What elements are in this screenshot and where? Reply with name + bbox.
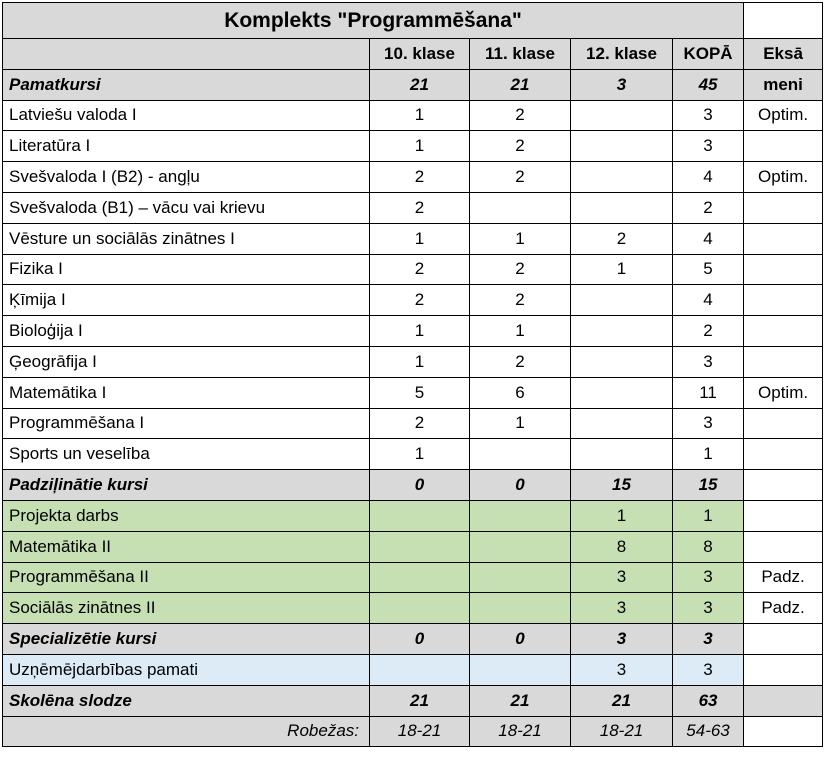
hours-total: 3 (673, 654, 744, 685)
exam-type: Padz. (744, 562, 823, 593)
hours-12 (571, 131, 673, 162)
header-empty-cell (3, 39, 370, 70)
table-title: Komplekts "Programmēšana" (3, 3, 744, 39)
table-row (3, 562, 823, 593)
hours-total: 4 (673, 285, 744, 316)
exam-type (744, 131, 823, 162)
hours-total: 8 (673, 531, 744, 562)
exam-empty-cell (744, 654, 823, 685)
hours-10: 1 (370, 316, 470, 347)
range-total: 54-63 (673, 716, 744, 747)
course-name: Literatūra I (3, 131, 370, 162)
course-name: Programmēšana I (3, 408, 370, 439)
section-c11: 21 (470, 69, 571, 100)
hours-total: 4 (673, 162, 744, 193)
hours-total: 2 (673, 192, 744, 223)
hours-total: 3 (673, 131, 744, 162)
table-row (3, 131, 823, 162)
exam-type (744, 346, 823, 377)
hours-11: 6 (470, 377, 571, 408)
hours-10: 2 (370, 192, 470, 223)
course-name: Programmēšana II (3, 562, 370, 593)
col-header-10: 10. klase (370, 39, 470, 70)
hours-11: 2 (470, 131, 571, 162)
table-row (3, 500, 823, 531)
exam-type (744, 439, 823, 470)
course-name: Ķīmija I (3, 285, 370, 316)
hours-10: 1 (370, 131, 470, 162)
section-c10: 0 (370, 470, 470, 501)
hours-10: 2 (370, 162, 470, 193)
hours-10: 2 (370, 285, 470, 316)
section-label: Specializētie kursi (3, 624, 370, 655)
hours-total: 3 (673, 346, 744, 377)
section-c11: 0 (470, 470, 571, 501)
section-c11: 0 (470, 624, 571, 655)
hours-total: 11 (673, 377, 744, 408)
hours-10 (370, 654, 470, 685)
hours-10 (370, 562, 470, 593)
hours-10: 2 (370, 254, 470, 285)
hours-12 (571, 100, 673, 131)
exam-type (744, 192, 823, 223)
course-name: Matemātika II (3, 531, 370, 562)
range-c10: 18-21 (370, 716, 470, 747)
range-c11: 18-21 (470, 716, 571, 747)
course-name: Bioloģija I (3, 316, 370, 347)
table-row (3, 285, 823, 316)
hours-10: 1 (370, 439, 470, 470)
table-row (3, 408, 823, 439)
hours-total: 2 (673, 316, 744, 347)
exam-type (744, 316, 823, 347)
col-header-12: 12. klase (571, 39, 673, 70)
section-c10: 21 (370, 69, 470, 100)
section-total: 3 (673, 624, 744, 655)
hours-10 (370, 593, 470, 624)
exam-empty-cell (744, 470, 823, 501)
total-exam-cell (744, 685, 823, 716)
total-c12: 21 (571, 685, 673, 716)
hours-10: 1 (370, 100, 470, 131)
hours-12 (571, 439, 673, 470)
hours-12 (571, 377, 673, 408)
hours-total: 3 (673, 593, 744, 624)
hours-12 (571, 316, 673, 347)
course-name: Sociālās zinātnes II (3, 593, 370, 624)
hours-11 (470, 654, 571, 685)
table-row (3, 593, 823, 624)
total-row (3, 685, 823, 716)
total-sum: 63 (673, 685, 744, 716)
section-total: 45 (673, 69, 744, 100)
hours-12: 3 (571, 562, 673, 593)
section-c10: 0 (370, 624, 470, 655)
hours-11 (470, 439, 571, 470)
hours-11: 2 (470, 285, 571, 316)
table-row (3, 654, 823, 685)
table-row (3, 162, 823, 193)
exam-type (744, 531, 823, 562)
range-c12: 18-21 (571, 716, 673, 747)
exam-type: Optim. (744, 100, 823, 131)
hours-12: 1 (571, 500, 673, 531)
hours-11: 1 (470, 316, 571, 347)
total-label: Skolēna slodze (3, 685, 370, 716)
course-name: Latviešu valoda I (3, 100, 370, 131)
hours-total: 5 (673, 254, 744, 285)
section-c12: 3 (571, 69, 673, 100)
hours-12 (571, 408, 673, 439)
hours-total: 1 (673, 439, 744, 470)
hours-12 (571, 346, 673, 377)
section-row-specializetie (3, 624, 823, 655)
title-empty-cell (744, 3, 823, 39)
course-name: Fizika I (3, 254, 370, 285)
section-row-padzilinatie (3, 470, 823, 501)
hours-12: 3 (571, 654, 673, 685)
range-row (3, 716, 823, 747)
hours-10: 1 (370, 223, 470, 254)
exam-empty-cell (744, 624, 823, 655)
hours-11: 2 (470, 346, 571, 377)
hours-11: 2 (470, 162, 571, 193)
hours-11 (470, 593, 571, 624)
hours-11: 2 (470, 254, 571, 285)
hours-11 (470, 500, 571, 531)
table-row (3, 254, 823, 285)
hours-10 (370, 500, 470, 531)
table-row (3, 377, 823, 408)
header-row (3, 39, 823, 70)
hours-12: 1 (571, 254, 673, 285)
range-label: Robežas: (3, 716, 370, 747)
hours-11: 1 (470, 408, 571, 439)
course-name: Vēsture un sociālās zinātnes I (3, 223, 370, 254)
section-label: Padziļinātie kursi (3, 470, 370, 501)
hours-12 (571, 285, 673, 316)
hours-12 (571, 162, 673, 193)
col-header-exam: Eksā (744, 39, 823, 70)
total-c11: 21 (470, 685, 571, 716)
hours-10: 2 (370, 408, 470, 439)
exam-type (744, 223, 823, 254)
hours-total: 3 (673, 562, 744, 593)
hours-10 (370, 531, 470, 562)
hours-12: 3 (571, 593, 673, 624)
exam-type (744, 408, 823, 439)
table-row (3, 439, 823, 470)
hours-11 (470, 192, 571, 223)
course-name: Projekta darbs (3, 500, 370, 531)
hours-11: 1 (470, 223, 571, 254)
course-name: Matemātika I (3, 377, 370, 408)
course-name: Ģeogrāfija I (3, 346, 370, 377)
section-c12: 3 (571, 624, 673, 655)
section-c12: 15 (571, 470, 673, 501)
hours-10: 5 (370, 377, 470, 408)
course-name: Sports un veselība (3, 439, 370, 470)
hours-total: 3 (673, 408, 744, 439)
hours-total: 4 (673, 223, 744, 254)
hours-12: 8 (571, 531, 673, 562)
section-row-pamatkursi (3, 69, 823, 100)
course-name: Uzņēmējdarbības pamati (3, 654, 370, 685)
hours-11 (470, 562, 571, 593)
course-name: Svešvaloda I (B2) - angļu (3, 162, 370, 193)
col-header-11: 11. klase (470, 39, 571, 70)
table-row (3, 531, 823, 562)
exam-type: Padz. (744, 593, 823, 624)
hours-10: 1 (370, 346, 470, 377)
table-row (3, 100, 823, 131)
table-row (3, 316, 823, 347)
hours-11 (470, 531, 571, 562)
hours-11: 2 (470, 100, 571, 131)
exam-type: Optim. (744, 377, 823, 408)
exam-type (744, 254, 823, 285)
table-row (3, 346, 823, 377)
curriculum-table (2, 2, 823, 747)
table-row (3, 192, 823, 223)
table-row (3, 223, 823, 254)
section-total: 15 (673, 470, 744, 501)
hours-total: 1 (673, 500, 744, 531)
col-header-total: KOPĀ (673, 39, 744, 70)
hours-total: 3 (673, 100, 744, 131)
exam-type (744, 500, 823, 531)
section-label: Pamatkursi (3, 69, 370, 100)
total-c10: 21 (370, 685, 470, 716)
col-header-exam-cont: meni (744, 69, 823, 100)
range-exam-cell (744, 716, 823, 747)
hours-12: 2 (571, 223, 673, 254)
title-row (3, 3, 823, 39)
course-name: Svešvaloda (B1) – vācu vai krievu (3, 192, 370, 223)
exam-type (744, 285, 823, 316)
exam-type: Optim. (744, 162, 823, 193)
hours-12 (571, 192, 673, 223)
